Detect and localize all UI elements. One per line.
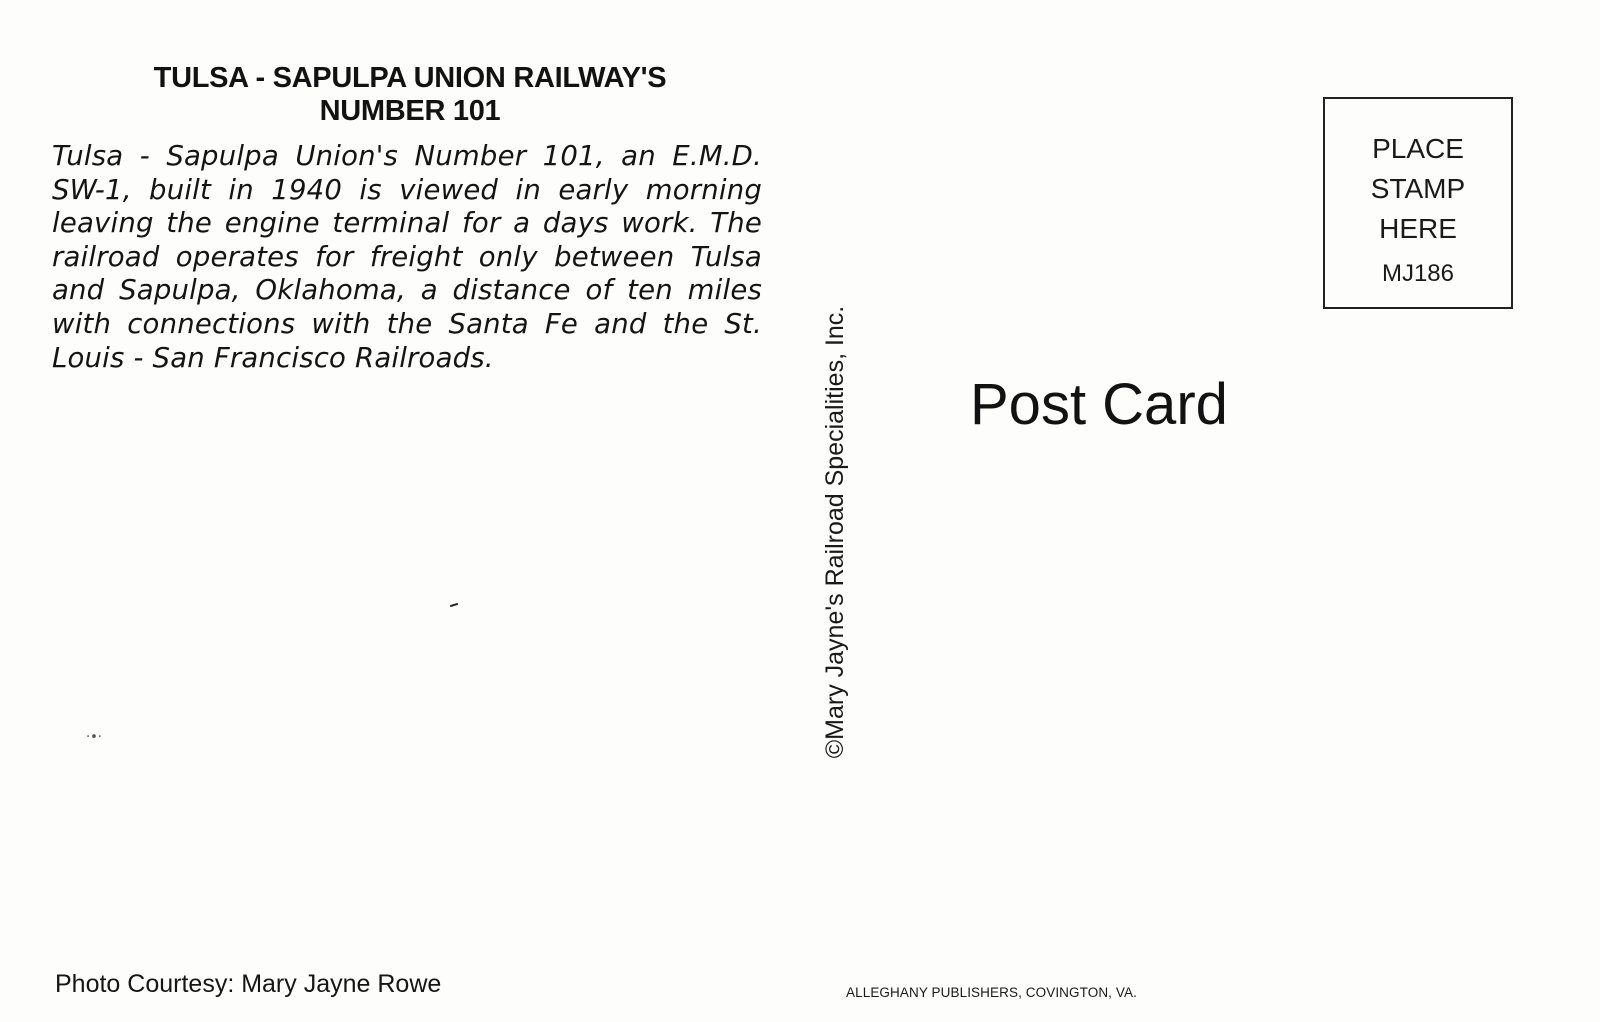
print-speck xyxy=(450,603,458,607)
card-description: Tulsa - Sapulpa Union's Number 101, an E.M.D. SW-1, built in 1940 is viewed in early morning leaving the engine terminal for a days work. The railroad operates for freight only between Tulsa and Sapulpa, Oklahoma, a distance of ten miles with connections with the Santa Fe and the St. Louis - San Francisco Railroads. xyxy=(52,140,762,374)
photo-credit: Photo Courtesy: Mary Jayne Rowe xyxy=(55,970,442,998)
stamp-code: MJ186 xyxy=(1381,260,1455,287)
copyright-vertical: ©Mary Jayne's Railroad Specialities, Inc. xyxy=(821,305,849,759)
print-speck: ·•· xyxy=(86,730,102,745)
card-title-line-1: TULSA - SAPULPA UNION RAILWAY'S xyxy=(153,62,667,94)
stamp-line-1: PLACE xyxy=(1372,133,1464,164)
stamp-line-3: HERE xyxy=(1379,213,1457,244)
card-title xyxy=(52,62,768,128)
stamp-instructions xyxy=(1325,129,1511,249)
stamp-box xyxy=(1323,97,1513,309)
publisher-line: ALLEGHANY PUBLISHERS, COVINGTON, VA. xyxy=(846,985,1137,1000)
stamp-line-2: STAMP xyxy=(1370,173,1466,204)
card-title-line-2: NUMBER 101 xyxy=(319,95,501,127)
post-card-label: Post Card xyxy=(970,372,1228,437)
